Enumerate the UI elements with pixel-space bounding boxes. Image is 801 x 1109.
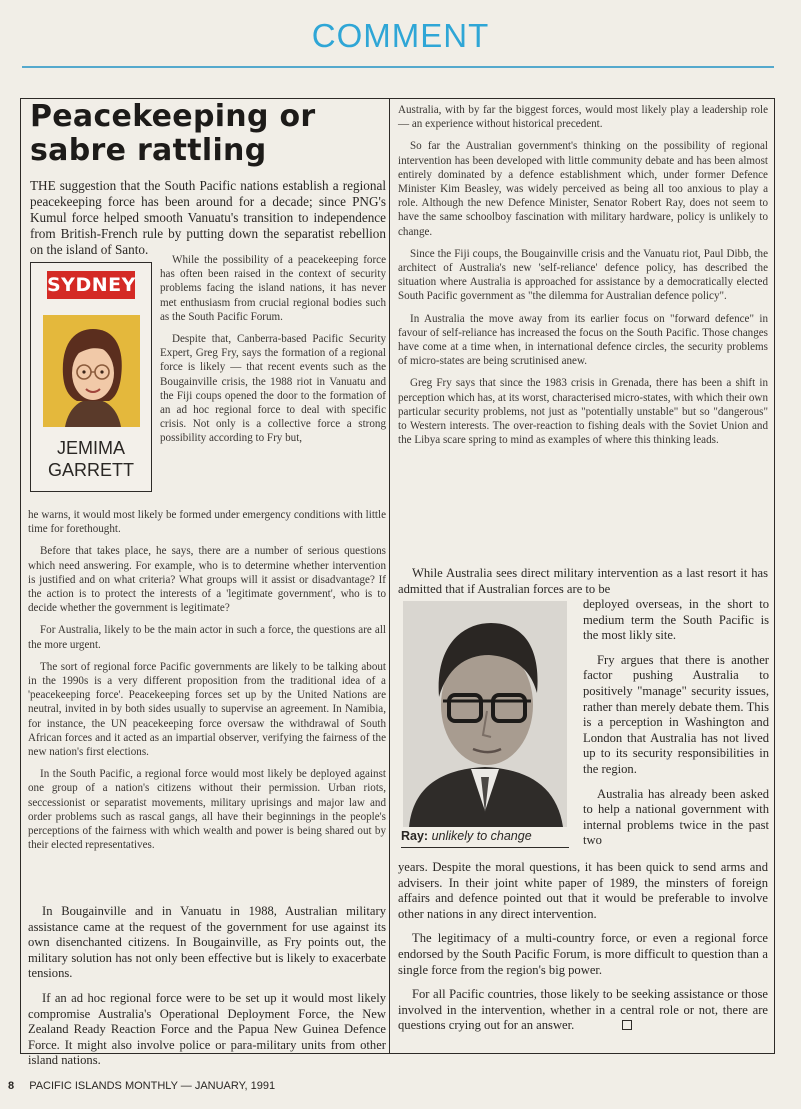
paragraph: Despite that, Canberra-based Pacific Security Expert, Greg Fry, says the formation of a regional force is likely — that recent events such as the Bougainville crisis, the 1988 riot in Vanuatu and the Fiji coups opened the door to the formation of an ad hoc regional force to deal with specific crisis. Not only is a collective force a strong possibility according to Fry but, bbox=[160, 333, 386, 445]
paragraph: years. Despite the moral questions, it has been quick to send arms and advisers. In their joint white paper of 1989, the minsters of foreign affairs and defence pointed out that it would be preferable to involve other nations in any direct intervention. bbox=[398, 860, 768, 921]
author-portrait-graphic bbox=[43, 315, 140, 427]
right-top-column bbox=[398, 103, 768, 455]
paragraph: While the possibility of a peacekeeping force has often been raised in the context of security problems facing the island nations, it has never met enthusiasm from crucial regional bodies such as the South Pacific Forum. bbox=[160, 254, 386, 323]
right-narrow-column bbox=[583, 597, 769, 858]
paragraph: Australia, with by far the biggest forces, would most likely play a leadership role — an experience without historical precedent. bbox=[398, 104, 768, 131]
ray-photo bbox=[403, 601, 567, 827]
paragraph: In Australia the move away from its earlier focus on "forward defence" in favour of self-reliance has increased the focus on the South Pacific. Those changes have come at a time when, in international defence circles, the security problems of micro-states are being scrutinised anew. bbox=[398, 312, 768, 368]
paragraph: The sort of regional force Pacific governments are likely to be talking about in the 1990s is a very different proposition from the traditional idea of a 'peacekeeping force'. Peacekeeping forces set up by the United Nations are neutral, invited in by both sides usually to supervise an agreement. In Namibia, for instance, the UN peacekeeping force oversaw the withdrawal of South African forces and it acted as an impartial observer, verifying the fairness of the new nation's first elections. bbox=[28, 660, 386, 759]
byline-box bbox=[30, 262, 152, 492]
photo-caption bbox=[401, 829, 569, 843]
author-first-name: JEMIMA bbox=[56, 438, 125, 458]
closing-text: For all Pacific countries, those likely to be seeking assistance or those involved in the intervention, whether in a central role or not, there are questions crying out for an answer. bbox=[398, 987, 768, 1033]
city-tag: SYDNEY bbox=[47, 271, 135, 299]
page-number: 8 bbox=[8, 1080, 15, 1092]
paragraph: So far the Australian government's thinking on the possibility of regional intervention has been developed with little community debate and has been almost entirely dominated by a defence establishment which, under former Defence Minister Kim Beasley, was widely perceived as being all too anxious to play a role. Although the new Defence Minister, Senator Robert Ray, does not seem to have the same schoolboy fascination with military hardware, policy is unlikely to change. bbox=[398, 140, 768, 238]
author-name bbox=[31, 437, 151, 481]
paragraph: For Australia, likely to be the main actor in such a force, the questions are all the more urgent. bbox=[28, 624, 386, 651]
paragraph: Australia has already been asked to help a national government with internal problems twice in the past two bbox=[583, 786, 769, 848]
paragraph: he warns, it would most likely be formed under emergency conditions with little time for forethought. bbox=[28, 509, 386, 536]
left-large-text bbox=[28, 904, 386, 1078]
paragraph: Fry argues that there is another factor pushing Australia to positively "manage" security issues, rather than merely debate them. This is a perception in Washington and London that Australia has not lived up to its security responsibilities in the region. bbox=[583, 652, 769, 776]
author-last-name: GARRETT bbox=[47, 460, 134, 480]
end-mark-icon bbox=[622, 1020, 632, 1030]
paragraph: While Australia sees direct military intervention as a last resort it has admitted that if Australian forces are to be bbox=[398, 566, 768, 596]
paragraph: The legitimacy of a multi-country force, or even a regional force endorsed by the South Pacific Forum, is more difficult to question than a single force from the region's big power. bbox=[398, 931, 768, 977]
section-title: COMMENT bbox=[311, 17, 490, 54]
paragraph: Greg Fry says that since the 1983 crisis in Grenada, there has been a shift in perception which has, at its worst, characterised micro-states, with which their own particular security problems, not just as "potentially unstable" but so "dangerous" to Western interests. The over-reaction to fishing deals with the Soviet Union and the Libya scare spring to mind as examples of where this thinking leads. bbox=[398, 377, 768, 447]
caption-text: unlikely to change bbox=[431, 829, 532, 843]
paragraph: If an ad hoc regional force were to be set up it would most likely compromise Australia's Operational Deployment Force, the New Zealand Ready Reaction Force and the Papua New Guinea Defence Force. It might also involve police or para-military units from other island nations. bbox=[28, 990, 386, 1068]
paragraph: Before that takes place, he says, there are a number of serious questions which need answering. For example, who is to determine whether intervention is justified and on what criteria? What groups will it assist or disadvantage? If the action is to protect the interests of a 'legitimate government', who is to decide whether the government is legitimate? bbox=[28, 545, 386, 615]
left-wide-column bbox=[28, 508, 386, 860]
column-divider bbox=[389, 98, 390, 1053]
paragraph: In Bougainville and in Vanuatu in 1988, Australian military assistance came at the request of the government for use against its own disenchanted citizens. In Bougainville, as Fry points out, the military solution has not only been effective but is likely to exacerbate tensions. bbox=[28, 904, 386, 981]
author-photo bbox=[43, 315, 140, 427]
paragraph: Since the Fiji coups, the Bougainville crisis and the Vanuatu riot, Paul Dibb, the architect of Australia's new 'self-reliance' defence policy, has described the situation where Australia is approached for assistance by a democratically elected South Pacific government as "the dilemma for Australian defence policy". bbox=[398, 247, 768, 303]
section-rule bbox=[22, 66, 774, 68]
headline: Peacekeeping or sabre rattling bbox=[30, 99, 316, 168]
ray-portrait-graphic bbox=[403, 601, 567, 827]
lead-paragraph: THE suggestion that the South Pacific nations establish a regional peacekeeping force has been around for a decade; since PNG's Kumul force helped smooth Vanuatu's transition to independence from British-French rule by putting down the separatist rebellion on the island of Santo. bbox=[30, 178, 386, 257]
left-narrow-column bbox=[160, 253, 386, 454]
paragraph: In the South Pacific, a regional force would most likely be deployed against one group of a nation's citizens without their permission. Urban riots, seccessionist or separatist movements, military uprisings and major law and order problems such as rascal gangs, all have their beginnings in the people's perceptions of the fairness with which wealth and power is being shared out by their elected representatives. bbox=[28, 768, 386, 852]
publication-line: PACIFIC ISLANDS MONTHLY — JANUARY, 1991 bbox=[29, 1080, 276, 1092]
right-bottom-column bbox=[398, 860, 768, 1043]
paragraph: deployed overseas, in the short to medium term the South Pacific is the most likly site. bbox=[583, 597, 769, 643]
caption-rule bbox=[401, 847, 569, 848]
page-footer bbox=[8, 1080, 275, 1092]
paragraph bbox=[398, 987, 768, 1034]
caption-name: Ray: bbox=[401, 829, 429, 843]
